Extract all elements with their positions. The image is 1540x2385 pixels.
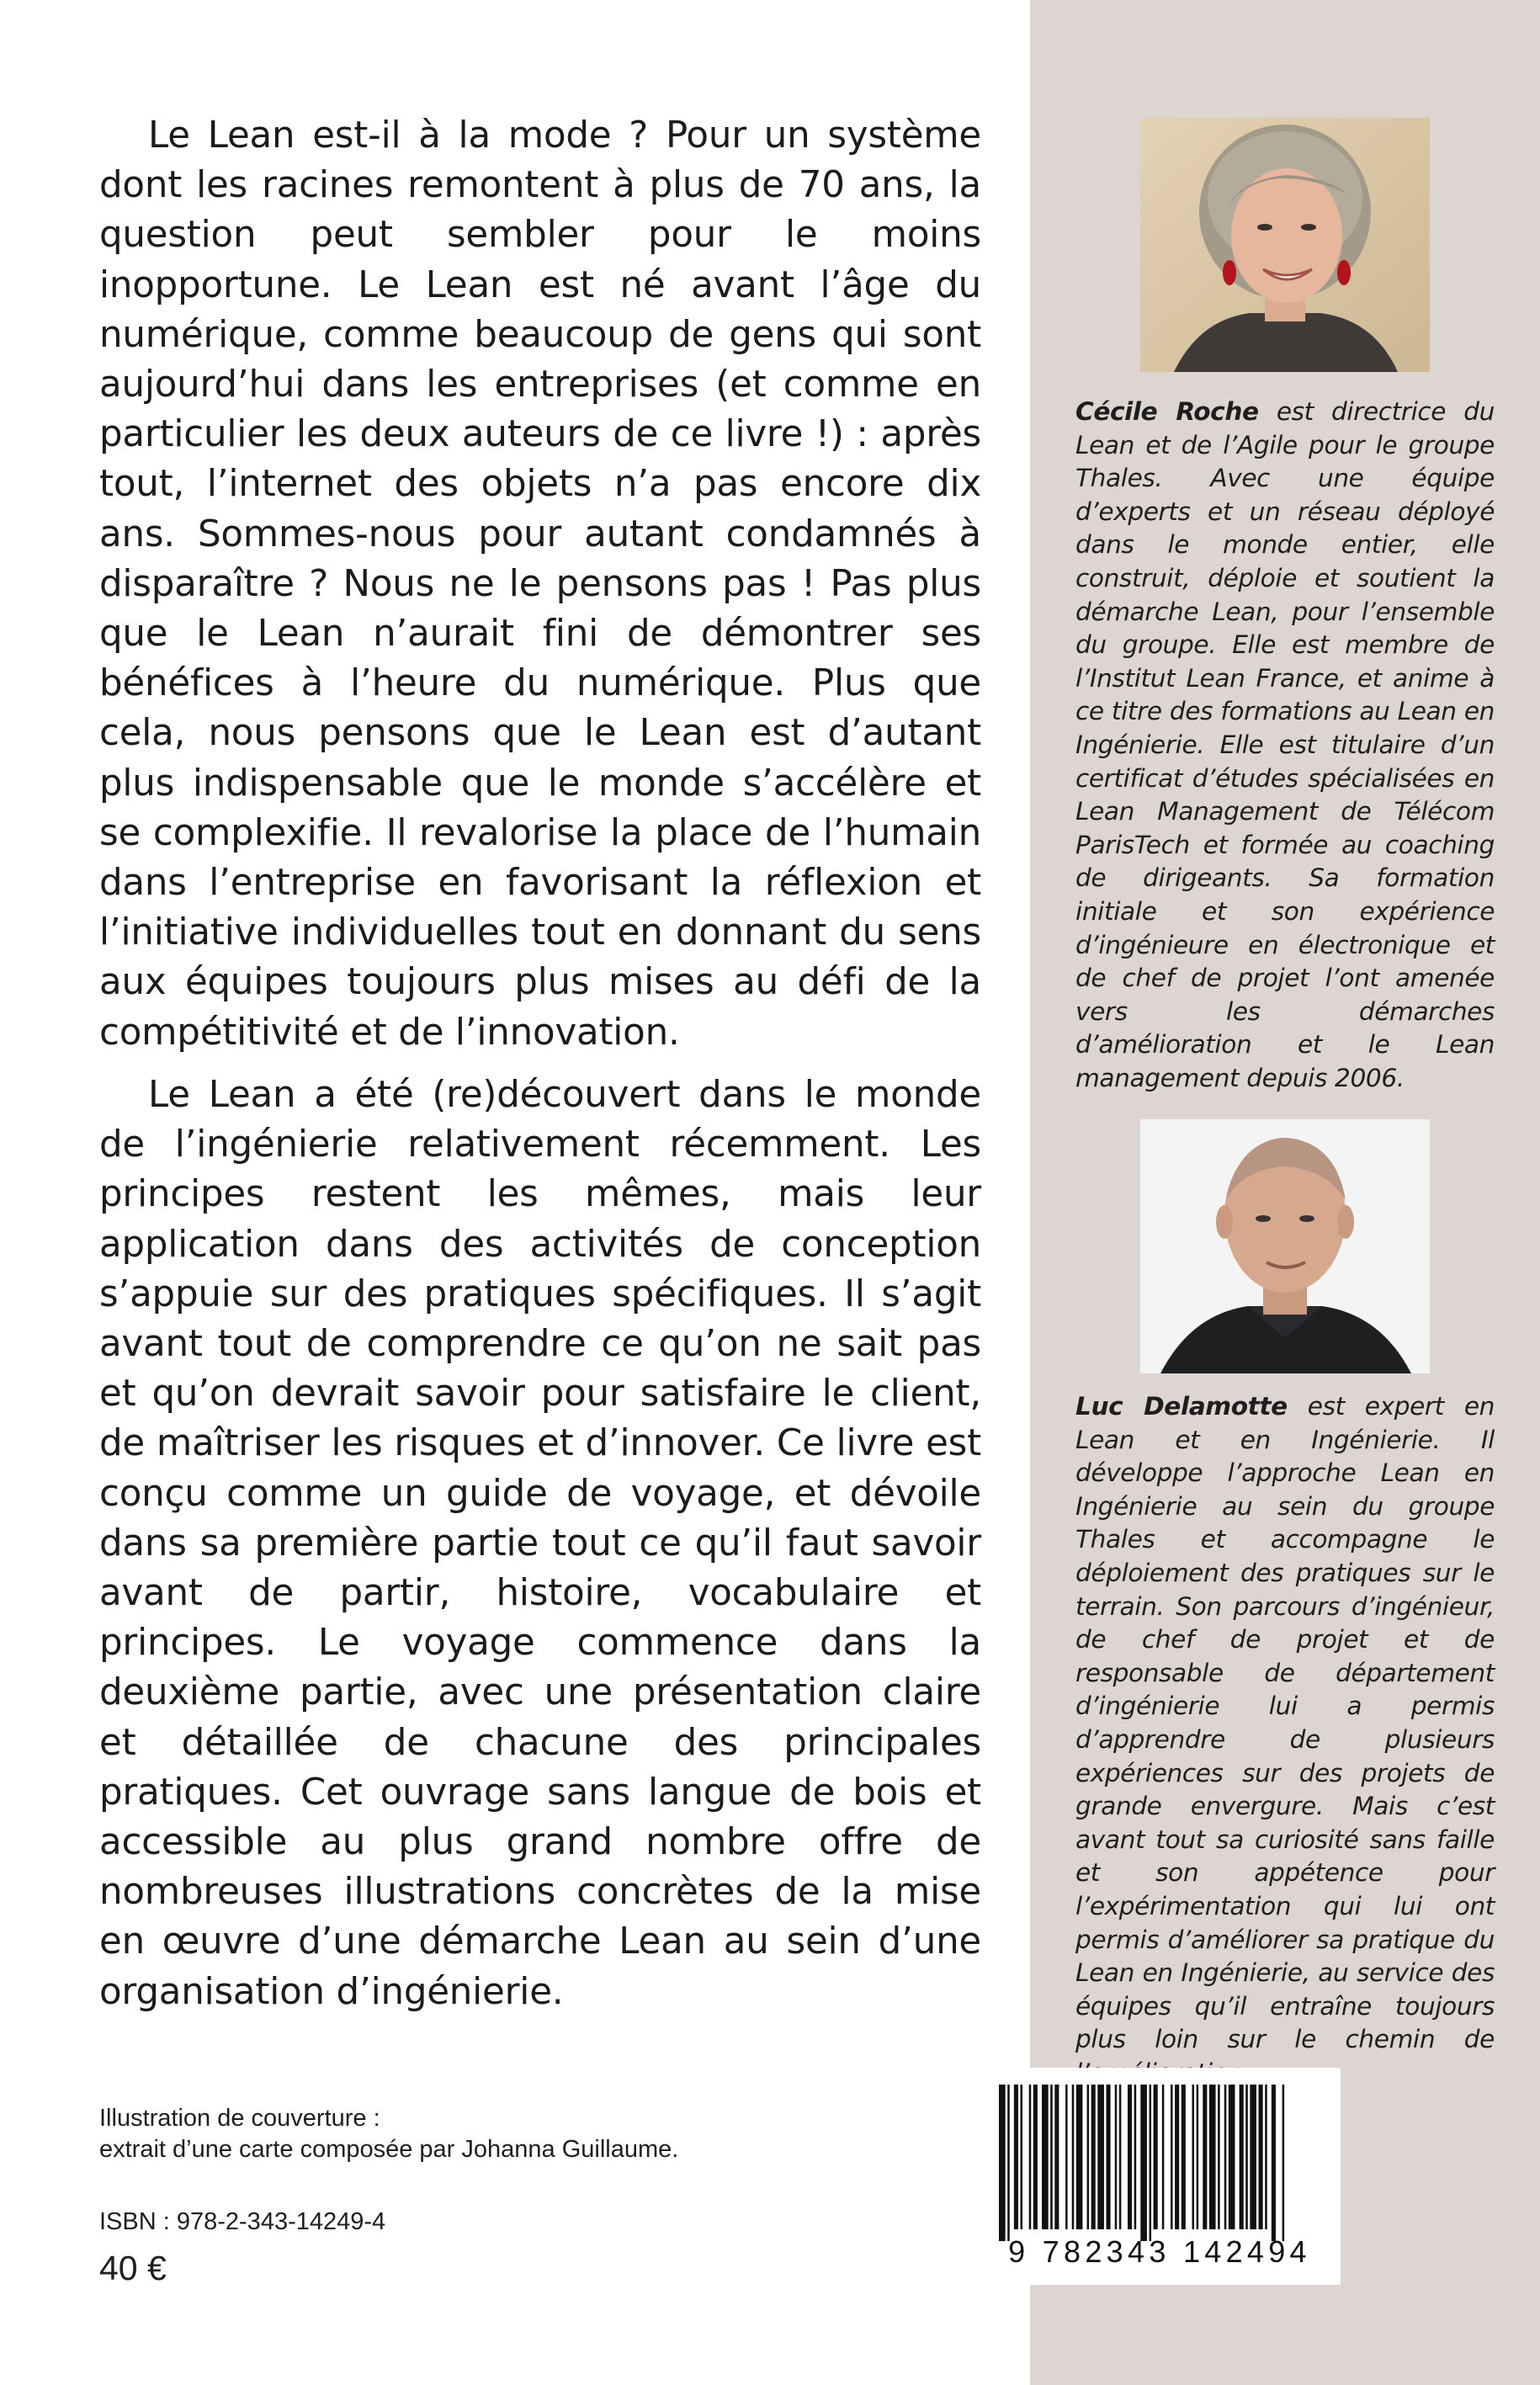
author-bio-cecile-roche (1075, 396, 1495, 1095)
summary-paragraph-2: Le Lean a été (re)découvert dans le monde de l’ingénierie relativement récemment. Les principes restent les mêmes, mais leur application dans des activités de conception s’appuie sur des pratiques spécifiques. Il s’agit avant tout de comprendre ce qu’on ne sait pas et qu’on devrait savoir pour satisfaire le client, de maîtriser les risques et d’innover. Ce livre est conçu comme un guide de voyage, et dévoile dans sa première partie tout ce qu’il faut savoir avant de partir, histoire, vocabulaire et principes. Le voyage commence dans la deuxième partie, avec une présentation claire et détaillée de chacune des principales pratiques. Cet ouvrage sans langue de bois et accessible au plus grand nombre offre de nombreuses illustrations concrètes de la mise en œuvre d’une démarche Lean au sein d’une organisation d’ingénierie. (99, 1074, 981, 2013)
summary-paragraph-1: Le Lean est-il à la mode ? Pour un système dont les racines remontent à plus de 70 ans, la question peut sembler pour le moins inopportune. Le Lean est né avant l’âge du numérique, comme beaucoup de gens qui sont aujourd’hui dans les entreprises (et comme en particulier les deux auteurs de ce livre !) : après tout, l’internet des objets n’a pas encore dix ans. Sommes-nous pour autant condamnés à disparaître ? Nous ne le pensons pas ! Pas plus que le Lean n’aurait fini de démontrer ses bénéfices à l’heure du numérique. Plus que cela, nous pensons que le Lean est d’autant plus indispensable que le monde s’accélère et se complexifie. Il revalorise la place de l’humain dans l’entreprise en favorisant la réflexion et l’initiative individuelles tout en donnant du sens aux équipes toujours plus mises au défi de la compétitivité et de l’innovation. (99, 114, 981, 1054)
author-bio-text: est directrice du Lean et de l’Agile pour le groupe Thales. Avec une équipe d’experts et un réseau déployé dans le monde entier, elle construit, déploie et soutient la démarche Lean, pour l’ensemble du groupe. Elle est membre de l’Institut Lean France, et anime à ce titre des formations au Lean en Ingénierie. Elle est titulaire d’un certificat d’études spécialisées en Lean Management de Télécom ParisTech et formée au coaching de dirigeants. Sa formation initiale et son expérience d’ingénieure en électronique et de chef de projet l’ont amenée vers les démarches d’amélioration et le Lean management depuis 2006. (1075, 397, 1495, 1092)
barcode-bar (1097, 2085, 1104, 2229)
barcode-bar (1224, 2085, 1227, 2229)
barcode-bar (1042, 2085, 1049, 2229)
barcode-bar (1154, 2085, 1158, 2229)
barcode-bar (1197, 2085, 1199, 2229)
author-bio-luc-delamotte (1075, 1390, 1495, 2090)
barcode-bar (1203, 2085, 1207, 2229)
barcode-bar (1065, 2085, 1068, 2229)
barcode-bar (1209, 2085, 1216, 2229)
barcode-bar (1134, 2085, 1137, 2229)
barcode-bar (1192, 2085, 1195, 2229)
barcode-bar (1007, 2085, 1010, 2241)
author-name: Luc Delamotte (1075, 1392, 1288, 1421)
barcode-bar (1021, 2085, 1023, 2229)
barcode-bar (1119, 2085, 1122, 2229)
credit-line-2: extrait d’une carte composée par Johanna Guillaume. (99, 2136, 679, 2163)
barcode-bar (1091, 2085, 1096, 2229)
barcode-bar (1107, 2085, 1111, 2229)
barcode-bar (1265, 2085, 1267, 2229)
barcode-bar (1175, 2085, 1179, 2229)
barcode-bar (1182, 2085, 1186, 2229)
barcode-bar (1218, 2085, 1220, 2229)
author-bio-text: est expert en Lean et en Ingénierie. Il développe l’approche Lean en Ingénierie au sein du groupe Thales et accompagne le déploiement des pratiques sur le terrain. Son parcours d’ingénieur, de chef de projet et de responsable de département d’ingénierie lui a permis d’apprendre de plusieurs expériences sur des projets de grande envergure. Mais c’est avant tout sa curiosité sans faille et son appétence pour l’expérimentation qui lui ont permis d’améliorer sa pratique du Lean en Ingénierie, au service des équipes qu’il entraîne toujours plus loin sur le chemin de (1075, 1392, 1495, 2054)
cover-illustration-credit (99, 2103, 678, 2165)
author-name: Cécile Roche (1075, 397, 1259, 426)
barcode-bar (1162, 2085, 1165, 2229)
barcode-bar (1240, 2085, 1244, 2229)
barcode-bar (1087, 2085, 1090, 2229)
barcode-bar (1072, 2085, 1075, 2229)
price: 40 € (99, 2249, 167, 2287)
credit-line-1: Illustration de couverture : (99, 2105, 380, 2132)
barcode-bar (1282, 2085, 1285, 2241)
barcode-bar (1150, 2085, 1152, 2241)
barcode-bar (1229, 2085, 1235, 2229)
barcode-bar (1128, 2085, 1132, 2229)
barcode-bar (1054, 2085, 1059, 2229)
author-photo-cecile-roche (1140, 118, 1430, 372)
barcode-bar (1272, 2085, 1276, 2241)
barcode-bar (1259, 2085, 1263, 2229)
isbn: ISBN : 978-2-343-14249-4 (99, 2208, 386, 2235)
barcode-bar (999, 2085, 1006, 2241)
barcode-bar (1245, 2085, 1248, 2229)
barcode-bar (1115, 2085, 1118, 2229)
barcode-bar (1171, 2085, 1173, 2229)
barcode-bar (1140, 2085, 1147, 2241)
barcode-digits: 9 782343 142494 (1008, 2234, 1311, 2269)
barcode-bar (1250, 2085, 1256, 2229)
barcode-bar (1076, 2085, 1083, 2229)
barcode-bar (1050, 2085, 1053, 2229)
barcode-bar (1014, 2085, 1018, 2229)
author-photo-luc-delamotte (1140, 1119, 1430, 1373)
barcode-bar (1033, 2085, 1038, 2229)
barcode-bar (1029, 2085, 1032, 2229)
